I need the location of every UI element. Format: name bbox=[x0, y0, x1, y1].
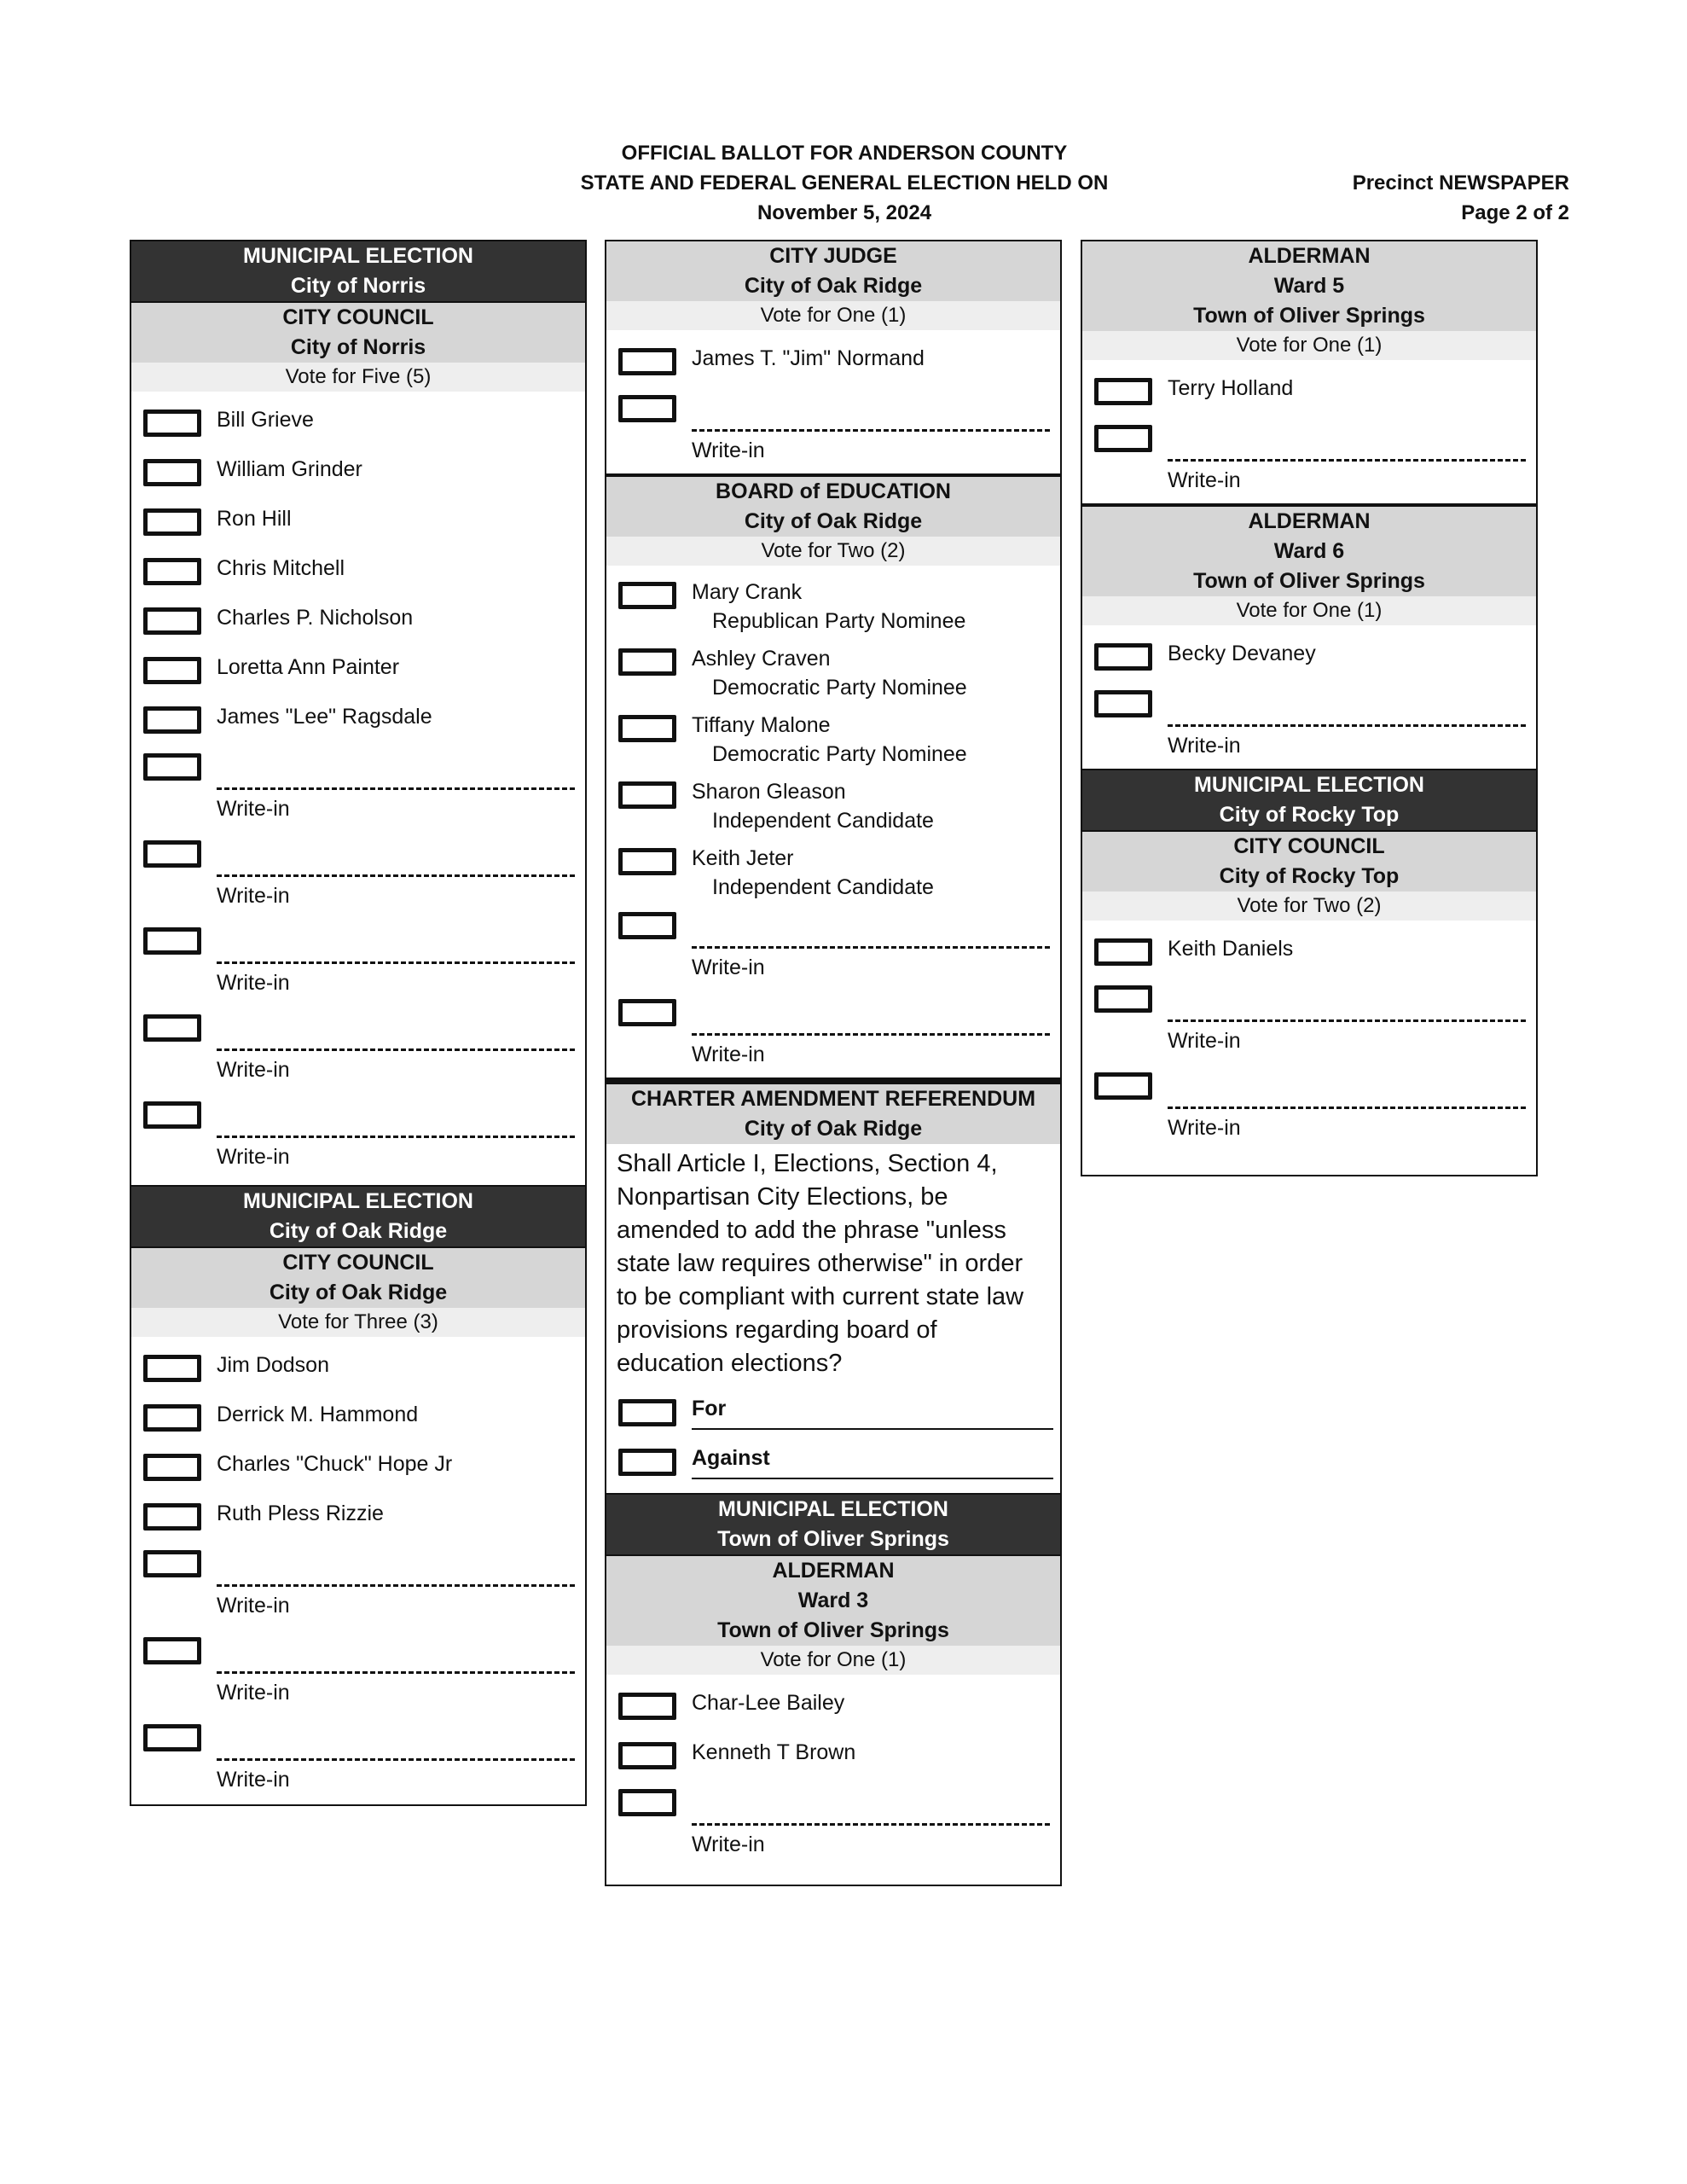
ballot-title-line2: STATE AND FEDERAL GENERAL ELECTION HELD ON bbox=[580, 171, 1109, 195]
write-in-label: Write-in bbox=[217, 1058, 290, 1082]
vote-for-instruction: Vote for Two (2) bbox=[606, 537, 1060, 566]
candidate-name: Ruth Pless Rizzie bbox=[217, 1502, 384, 1525]
candidate-row[interactable] bbox=[1082, 367, 1536, 416]
vote-oval[interactable] bbox=[618, 582, 676, 609]
contest-alderman-ward-6 bbox=[1082, 507, 1536, 770]
vote-for-instruction: Vote for One (1) bbox=[606, 1646, 1060, 1675]
write-in-line[interactable] bbox=[217, 787, 575, 790]
write-in-row[interactable] bbox=[606, 990, 1060, 1077]
vote-oval[interactable] bbox=[618, 999, 676, 1026]
write-in-line[interactable] bbox=[217, 1671, 575, 1674]
write-in-row[interactable] bbox=[1082, 1064, 1536, 1151]
vote-for-instruction: Vote for One (1) bbox=[606, 301, 1060, 330]
vote-for-instruction: Vote for One (1) bbox=[1082, 596, 1536, 625]
vote-oval[interactable] bbox=[618, 781, 676, 809]
write-in-line[interactable] bbox=[1168, 1107, 1526, 1109]
candidate-name: Charles "Chuck" Hope Jr bbox=[217, 1452, 453, 1476]
option-label: For bbox=[692, 1397, 727, 1420]
vote-oval[interactable] bbox=[143, 706, 201, 734]
write-in-row[interactable] bbox=[1082, 682, 1536, 769]
write-in-row[interactable] bbox=[606, 1780, 1060, 1867]
vote-oval[interactable] bbox=[143, 1404, 201, 1432]
vote-oval[interactable] bbox=[143, 840, 201, 868]
vote-oval[interactable] bbox=[143, 1503, 201, 1531]
office-header: BOARD of EDUCATION City of Oak Ridge bbox=[606, 477, 1060, 537]
vote-oval[interactable] bbox=[143, 1454, 201, 1481]
candidate-row[interactable] bbox=[606, 704, 1060, 770]
vote-for-instruction: Vote for One (1) bbox=[1082, 331, 1536, 360]
vote-oval[interactable] bbox=[1094, 425, 1152, 452]
ballot-date: November 5, 2024 bbox=[757, 201, 932, 224]
candidate-name: Bill Grieve bbox=[217, 408, 314, 432]
write-in-line[interactable] bbox=[692, 1823, 1050, 1826]
write-in-label: Write-in bbox=[217, 797, 290, 821]
write-in-row[interactable] bbox=[131, 1093, 585, 1180]
candidate-row[interactable] bbox=[131, 1344, 585, 1393]
write-in-label: Write-in bbox=[217, 1145, 290, 1169]
precinct-label: Precinct NEWSPAPER bbox=[1352, 171, 1569, 195]
write-in-line[interactable] bbox=[217, 1136, 575, 1138]
election-banner: MUNICIPAL ELECTION City of Oak Ridge bbox=[131, 1187, 585, 1248]
page-number: Page 2 of 2 bbox=[1461, 201, 1569, 224]
candidate-name: Keith Jeter bbox=[692, 846, 794, 870]
write-in-row[interactable] bbox=[1082, 977, 1536, 1064]
candidate-name: Becky Devaney bbox=[1168, 642, 1316, 665]
write-in-label: Write-in bbox=[217, 884, 290, 908]
write-in-label: Write-in bbox=[1168, 1029, 1241, 1053]
contest-rocky-top-council bbox=[1082, 770, 1536, 1151]
candidate-row[interactable] bbox=[1082, 927, 1536, 977]
option-label: Against bbox=[692, 1446, 770, 1470]
contest-alderman-ward-5 bbox=[1082, 241, 1536, 507]
candidate-row[interactable] bbox=[131, 1393, 585, 1443]
contest-norris-council bbox=[131, 241, 585, 1187]
write-in-label: Write-in bbox=[1168, 468, 1241, 492]
vote-oval[interactable] bbox=[618, 1693, 676, 1720]
write-in-row[interactable] bbox=[131, 919, 585, 1006]
office-header: CITY COUNCIL City of Norris bbox=[131, 303, 585, 363]
option-against[interactable] bbox=[606, 1438, 1060, 1488]
write-in-label: Write-in bbox=[217, 1594, 290, 1618]
column-2 bbox=[605, 240, 1062, 1886]
vote-oval[interactable] bbox=[1094, 985, 1152, 1013]
office-header: CHARTER AMENDMENT REFERENDUM City of Oak Ridge bbox=[606, 1084, 1060, 1144]
write-in-line[interactable] bbox=[217, 1584, 575, 1587]
write-in-label: Write-in bbox=[217, 1681, 290, 1705]
write-in-row[interactable] bbox=[131, 832, 585, 919]
write-in-label: Write-in bbox=[692, 956, 765, 979]
candidate-name: Tiffany Malone bbox=[692, 713, 831, 737]
candidate-row[interactable] bbox=[606, 1731, 1060, 1780]
vote-oval[interactable] bbox=[618, 912, 676, 939]
contest-oak-ridge-council bbox=[131, 1187, 585, 1803]
vote-oval[interactable] bbox=[143, 607, 201, 635]
vote-oval[interactable] bbox=[618, 1789, 676, 1816]
write-in-label: Write-in bbox=[217, 971, 290, 995]
candidate-name: Mary Crank bbox=[692, 580, 803, 604]
vote-oval[interactable] bbox=[143, 1014, 201, 1042]
candidate-row[interactable] bbox=[131, 497, 585, 547]
vote-oval[interactable] bbox=[143, 1550, 201, 1577]
election-banner: MUNICIPAL ELECTION Town of Oliver Springs bbox=[606, 1495, 1060, 1556]
vote-oval[interactable] bbox=[1094, 690, 1152, 717]
vote-oval[interactable] bbox=[1094, 643, 1152, 671]
write-in-row[interactable] bbox=[606, 903, 1060, 990]
write-in-label: Write-in bbox=[217, 1768, 290, 1792]
candidate-row[interactable] bbox=[131, 1443, 585, 1492]
referendum-question: Shall Article I, Elections, Section 4, Nonpartisan City Elections, be amended to add the phrase "unless state law requires otherwise" in order to be compliant with current state law provisions regarding board of education elections? bbox=[617, 1150, 1024, 1377]
election-banner: MUNICIPAL ELECTION City of Rocky Top bbox=[1082, 770, 1536, 832]
vote-oval[interactable] bbox=[618, 1399, 676, 1426]
candidate-row[interactable] bbox=[606, 571, 1060, 637]
candidate-name: Char-Lee Bailey bbox=[692, 1691, 845, 1715]
vote-oval[interactable] bbox=[143, 459, 201, 486]
candidate-row[interactable] bbox=[131, 596, 585, 646]
candidate-name: Kenneth T Brown bbox=[692, 1740, 856, 1764]
vote-oval[interactable] bbox=[143, 1101, 201, 1129]
candidate-name: Jim Dodson bbox=[217, 1353, 329, 1377]
office-header: ALDERMAN Ward 3 Town of Oliver Springs bbox=[606, 1556, 1060, 1646]
write-in-row[interactable] bbox=[131, 1716, 585, 1803]
candidate-name: Sharon Gleason bbox=[692, 780, 846, 804]
candidate-row[interactable] bbox=[131, 398, 585, 448]
office-header: CITY COUNCIL City of Oak Ridge bbox=[131, 1248, 585, 1308]
vote-oval[interactable] bbox=[618, 395, 676, 422]
write-in-label: Write-in bbox=[692, 439, 765, 462]
candidate-name: Derrick M. Hammond bbox=[217, 1403, 419, 1426]
vote-oval[interactable] bbox=[143, 558, 201, 585]
option-rule bbox=[692, 1478, 1053, 1479]
office-header: CITY COUNCIL City of Rocky Top bbox=[1082, 832, 1536, 892]
candidate-row[interactable] bbox=[131, 547, 585, 596]
office-header: ALDERMAN Ward 5 Town of Oliver Springs bbox=[1082, 241, 1536, 331]
write-in-line[interactable] bbox=[217, 961, 575, 964]
write-in-line[interactable] bbox=[217, 1048, 575, 1051]
write-in-line[interactable] bbox=[217, 1758, 575, 1761]
vote-oval[interactable] bbox=[143, 753, 201, 781]
vote-for-instruction: Vote for Two (2) bbox=[1082, 892, 1536, 921]
write-in-row[interactable] bbox=[131, 1629, 585, 1716]
contest-city-judge bbox=[606, 241, 1060, 477]
write-in-line[interactable] bbox=[217, 874, 575, 877]
candidate-row[interactable] bbox=[606, 1682, 1060, 1731]
candidate-name: Keith Daniels bbox=[1168, 937, 1294, 961]
write-in-label: Write-in bbox=[692, 1833, 765, 1856]
vote-oval[interactable] bbox=[143, 508, 201, 536]
vote-oval[interactable] bbox=[618, 848, 676, 875]
vote-oval[interactable] bbox=[1094, 938, 1152, 966]
candidate-name: Ron Hill bbox=[217, 507, 292, 531]
vote-for-instruction: Vote for Three (3) bbox=[131, 1308, 585, 1337]
candidate-name: James T. "Jim" Normand bbox=[692, 346, 925, 370]
write-in-line[interactable] bbox=[692, 946, 1050, 949]
vote-oval[interactable] bbox=[1094, 378, 1152, 405]
ballot-meta bbox=[1228, 168, 1569, 228]
vote-oval[interactable] bbox=[143, 657, 201, 684]
write-in-label: Write-in bbox=[1168, 734, 1241, 758]
ballot-title-line1: OFFICIAL BALLOT FOR ANDERSON COUNTY bbox=[621, 142, 1068, 165]
write-in-row[interactable] bbox=[1082, 416, 1536, 503]
office-header: CITY JUDGE City of Oak Ridge bbox=[606, 241, 1060, 301]
write-in-line[interactable] bbox=[1168, 1019, 1526, 1022]
write-in-line[interactable] bbox=[1168, 724, 1526, 727]
option-for[interactable] bbox=[606, 1389, 1060, 1438]
candidate-name: Ashley Craven bbox=[692, 647, 831, 671]
write-in-row[interactable] bbox=[606, 386, 1060, 473]
vote-oval[interactable] bbox=[618, 715, 676, 742]
write-in-label: Write-in bbox=[1168, 1116, 1241, 1140]
write-in-row[interactable] bbox=[131, 1006, 585, 1093]
candidate-row[interactable] bbox=[131, 448, 585, 497]
column-3 bbox=[1081, 240, 1538, 1176]
candidate-party: Republican Party Nominee bbox=[712, 609, 966, 633]
option-rule bbox=[692, 1428, 1053, 1430]
column-1 bbox=[130, 240, 587, 1806]
write-in-line[interactable] bbox=[1168, 459, 1526, 462]
vote-oval[interactable] bbox=[143, 1637, 201, 1664]
write-in-row[interactable] bbox=[131, 1542, 585, 1629]
contest-alderman-ward-3 bbox=[606, 1495, 1060, 1867]
candidate-row[interactable] bbox=[606, 770, 1060, 837]
candidate-name: Chris Mitchell bbox=[217, 556, 345, 580]
vote-oval[interactable] bbox=[1094, 1072, 1152, 1100]
write-in-label: Write-in bbox=[692, 1043, 765, 1066]
vote-oval[interactable] bbox=[618, 648, 676, 676]
candidate-party: Independent Candidate bbox=[712, 809, 934, 833]
vote-oval[interactable] bbox=[143, 1724, 201, 1751]
vote-oval[interactable] bbox=[143, 927, 201, 955]
ballot-title bbox=[563, 138, 1126, 228]
write-in-row[interactable] bbox=[131, 745, 585, 832]
candidate-party: Independent Candidate bbox=[712, 875, 934, 899]
candidate-name: Charles P. Nicholson bbox=[217, 606, 414, 630]
candidate-row[interactable] bbox=[1082, 632, 1536, 682]
candidate-row[interactable] bbox=[131, 1492, 585, 1542]
write-in-line[interactable] bbox=[692, 1033, 1050, 1036]
office-header: ALDERMAN Ward 6 Town of Oliver Springs bbox=[1082, 507, 1536, 596]
vote-oval[interactable] bbox=[143, 410, 201, 437]
candidate-row[interactable] bbox=[606, 337, 1060, 386]
candidate-name: James "Lee" Ragsdale bbox=[217, 705, 432, 729]
write-in-line[interactable] bbox=[692, 429, 1050, 432]
contest-board-of-education bbox=[606, 477, 1060, 1084]
election-banner: MUNICIPAL ELECTION City of Norris bbox=[131, 241, 585, 303]
vote-oval[interactable] bbox=[143, 1355, 201, 1382]
candidate-party: Democratic Party Nominee bbox=[712, 742, 967, 766]
candidate-row[interactable] bbox=[131, 646, 585, 695]
vote-for-instruction: Vote for Five (5) bbox=[131, 363, 585, 392]
vote-oval[interactable] bbox=[618, 1742, 676, 1769]
candidate-name: Loretta Ann Painter bbox=[217, 655, 400, 679]
contest-charter-referendum bbox=[606, 1084, 1060, 1495]
candidate-row[interactable] bbox=[131, 695, 585, 745]
candidate-party: Democratic Party Nominee bbox=[712, 676, 967, 700]
candidate-name: Terry Holland bbox=[1168, 376, 1294, 400]
candidate-row[interactable] bbox=[606, 637, 1060, 704]
candidate-name: William Grinder bbox=[217, 457, 362, 481]
candidate-row[interactable] bbox=[606, 837, 1060, 903]
vote-oval[interactable] bbox=[618, 1449, 676, 1476]
vote-oval[interactable] bbox=[618, 348, 676, 375]
